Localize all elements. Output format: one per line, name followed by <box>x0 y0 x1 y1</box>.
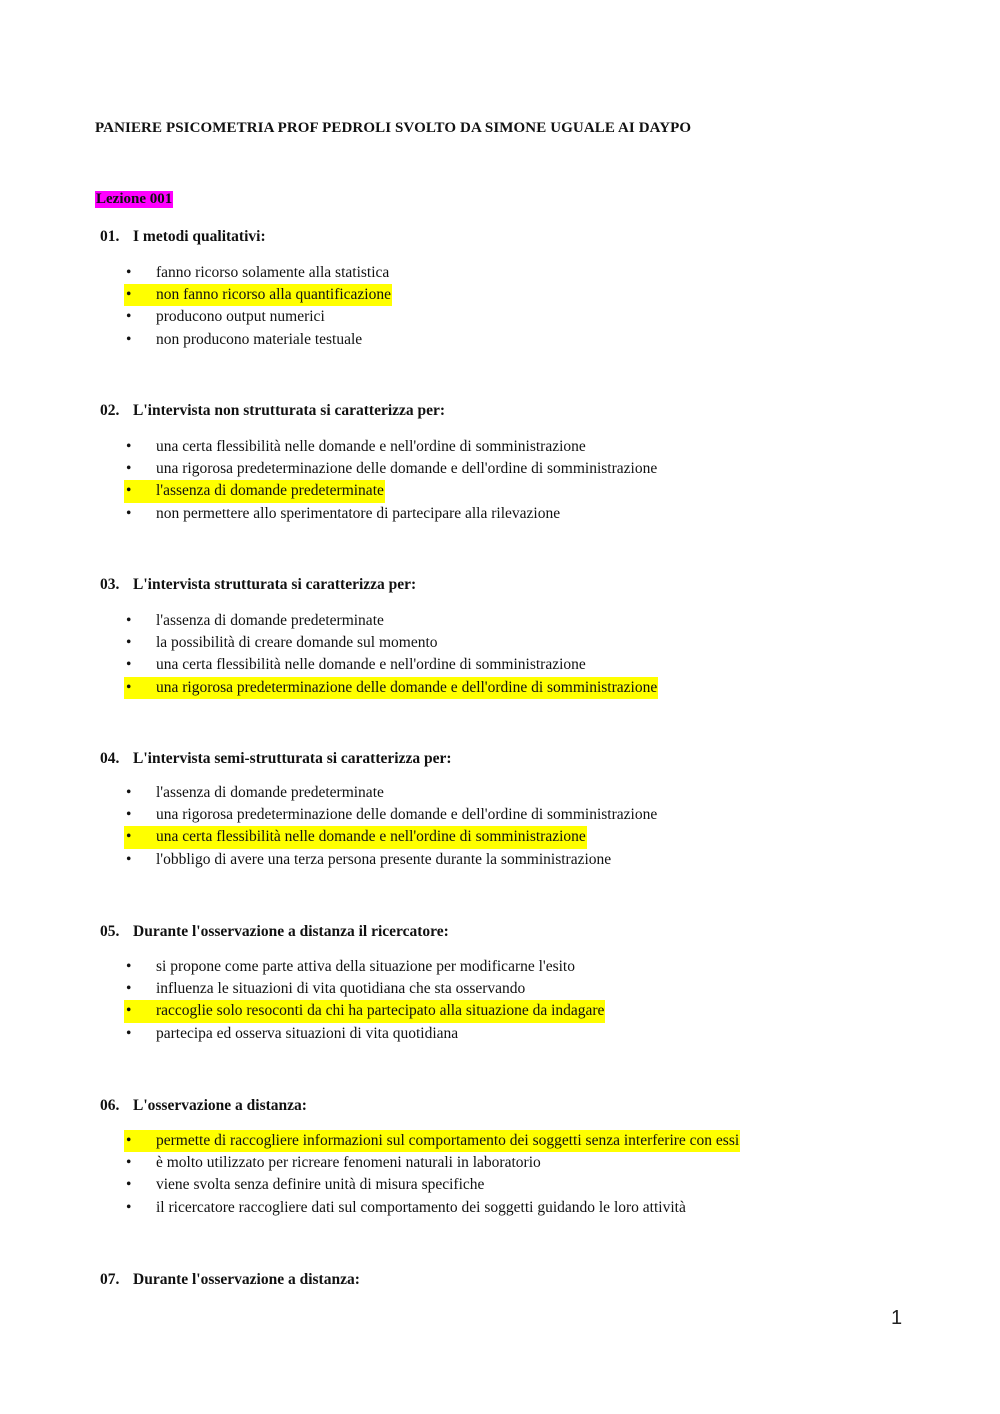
question-text: L'intervista strutturata si caratterizza per: <box>133 576 417 593</box>
answer-text: l'assenza di domande predeterminate <box>156 482 384 500</box>
answer-text: fanno ricorso solamente alla statistica <box>156 264 390 281</box>
answer-item-correct <box>124 1000 605 1022</box>
answer-item <box>124 978 605 1000</box>
question-number: 05. <box>100 923 120 940</box>
question-5 <box>100 923 449 941</box>
bullet-icon: • <box>126 612 132 629</box>
question-number: 04. <box>100 750 120 767</box>
answer-item <box>124 804 658 826</box>
answer-item <box>124 654 658 676</box>
question-text: L'intervista semi-strutturata si caratterizza per: <box>133 750 452 767</box>
bullet-icon: • <box>126 828 132 846</box>
answer-item <box>124 329 392 351</box>
answer-text: l'assenza di domande predeterminate <box>156 784 384 801</box>
bullet-icon: • <box>126 460 132 478</box>
answer-text: la possibilità di creare domande sul momento <box>156 634 438 652</box>
answer-text: una rigorosa predeterminazione delle domande e dell'ordine di somministrazione <box>156 460 658 478</box>
answer-text: non permettere allo sperimentatore di partecipare alla rilevazione <box>156 504 561 522</box>
bullet-icon: • <box>126 1024 132 1042</box>
answer-text: si propone come parte attiva della situazione per modificarne l'esito <box>156 958 575 975</box>
answer-text: influenza le situazioni di vita quotidiana che sta osservando <box>156 980 526 998</box>
page-number: 1 <box>891 1307 903 1329</box>
answer-text: è molto utilizzato per ricreare fenomeni naturali in laboratorio <box>156 1154 541 1172</box>
answer-text: raccoglie solo resoconti da chi ha partecipato alla situazione da indagare <box>156 1002 605 1020</box>
answer-item <box>124 503 658 525</box>
answer-text: una certa flessibilità nelle domande e nell'ordine di somministrazione <box>156 438 586 455</box>
question-number: 03. <box>100 576 120 593</box>
bullet-icon: • <box>126 806 132 824</box>
answer-text: una certa flessibilità nelle domande e nell'ordine di somministrazione <box>156 656 586 674</box>
answer-item <box>124 306 392 328</box>
answer-item <box>124 1152 740 1174</box>
answer-text: permette di raccogliere informazioni sul comportamento dei soggetti senza interferire con essi <box>156 1132 740 1149</box>
bullet-icon: • <box>126 850 132 868</box>
answer-list <box>124 782 658 871</box>
answer-item <box>124 956 605 978</box>
answer-text: l'assenza di domande predeterminate <box>156 612 384 629</box>
question-text: Durante l'osservazione a distanza: <box>133 1271 360 1288</box>
answer-item-correct <box>124 677 658 699</box>
bullet-icon: • <box>126 264 132 281</box>
bullet-icon: • <box>126 980 132 998</box>
answer-list <box>124 1130 740 1219</box>
answer-text: non fanno ricorso alla quantificazione <box>156 286 391 304</box>
question-3 <box>100 576 416 594</box>
bullet-icon: • <box>126 634 132 652</box>
answer-item-correct <box>124 826 658 848</box>
bullet-icon: • <box>126 656 132 674</box>
question-4 <box>100 750 452 768</box>
question-text: L'intervista non strutturata si caratterizza per: <box>133 402 446 419</box>
bullet-icon: • <box>126 286 132 304</box>
answer-item <box>124 782 658 804</box>
answer-text: una rigorosa predeterminazione delle domande e dell'ordine di somministrazione <box>156 678 658 696</box>
question-text: Durante l'osservazione a distanza il ricercatore: <box>133 923 449 940</box>
question-number: 06. <box>100 1097 120 1114</box>
answer-item <box>124 849 658 871</box>
answer-text: non producono materiale testuale <box>156 330 363 348</box>
bullet-icon: • <box>126 958 132 975</box>
answer-item <box>124 1023 605 1045</box>
document-title: PANIERE PSICOMETRIA PROF PEDROLI SVOLTO DA SIMONE UGUALE AI DAYPO <box>95 120 692 136</box>
answer-item <box>124 262 392 284</box>
answer-item <box>124 1197 740 1219</box>
bullet-icon: • <box>126 678 132 696</box>
answer-text: partecipa ed osserva situazioni di vita quotidiana <box>156 1024 459 1042</box>
question-text: I metodi qualitativi: <box>133 228 266 245</box>
bullet-icon: • <box>126 784 132 801</box>
question-6 <box>100 1097 307 1115</box>
bullet-icon: • <box>126 1154 132 1172</box>
bullet-icon: • <box>126 438 132 455</box>
answer-item <box>124 610 658 632</box>
answer-text: il ricercatore raccogliere dati sul comportamento dei soggetti guidando le loro attività <box>156 1198 686 1216</box>
lesson-label: Lezione 001 <box>96 191 173 207</box>
bullet-icon: • <box>126 1176 132 1194</box>
answer-list <box>124 262 392 351</box>
question-number: 01. <box>100 228 120 245</box>
answer-item <box>124 458 658 480</box>
answer-item <box>124 436 658 458</box>
bullet-icon: • <box>126 1198 132 1216</box>
answer-text: una certa flessibilità nelle domande e nell'ordine di somministrazione <box>156 828 586 846</box>
answer-text: viene svolta senza definire unità di misura specifiche <box>156 1176 485 1194</box>
answer-list <box>124 436 658 525</box>
answer-item <box>124 632 658 654</box>
question-2 <box>100 402 445 420</box>
bullet-icon: • <box>126 330 132 348</box>
answer-item-correct <box>124 1130 740 1152</box>
answer-item <box>124 1174 740 1196</box>
question-1 <box>100 228 266 246</box>
answer-text: una rigorosa predeterminazione delle domande e dell'ordine di somministrazione <box>156 806 658 824</box>
answer-text: producono output numerici <box>156 308 325 326</box>
bullet-icon: • <box>126 504 132 522</box>
answer-text: l'obbligo di avere una terza persona presente durante la somministrazione <box>156 850 612 868</box>
answer-list <box>124 956 605 1045</box>
answer-item-correct <box>124 284 392 306</box>
bullet-icon: • <box>126 1132 132 1149</box>
answer-item-correct <box>124 480 658 502</box>
bullet-icon: • <box>126 308 132 326</box>
bullet-icon: • <box>126 482 132 500</box>
question-7 <box>100 1271 360 1289</box>
answer-list <box>124 610 658 699</box>
bullet-icon: • <box>126 1002 132 1020</box>
question-text: L'osservazione a distanza: <box>133 1097 307 1114</box>
question-number: 02. <box>100 402 120 419</box>
question-number: 07. <box>100 1271 120 1288</box>
